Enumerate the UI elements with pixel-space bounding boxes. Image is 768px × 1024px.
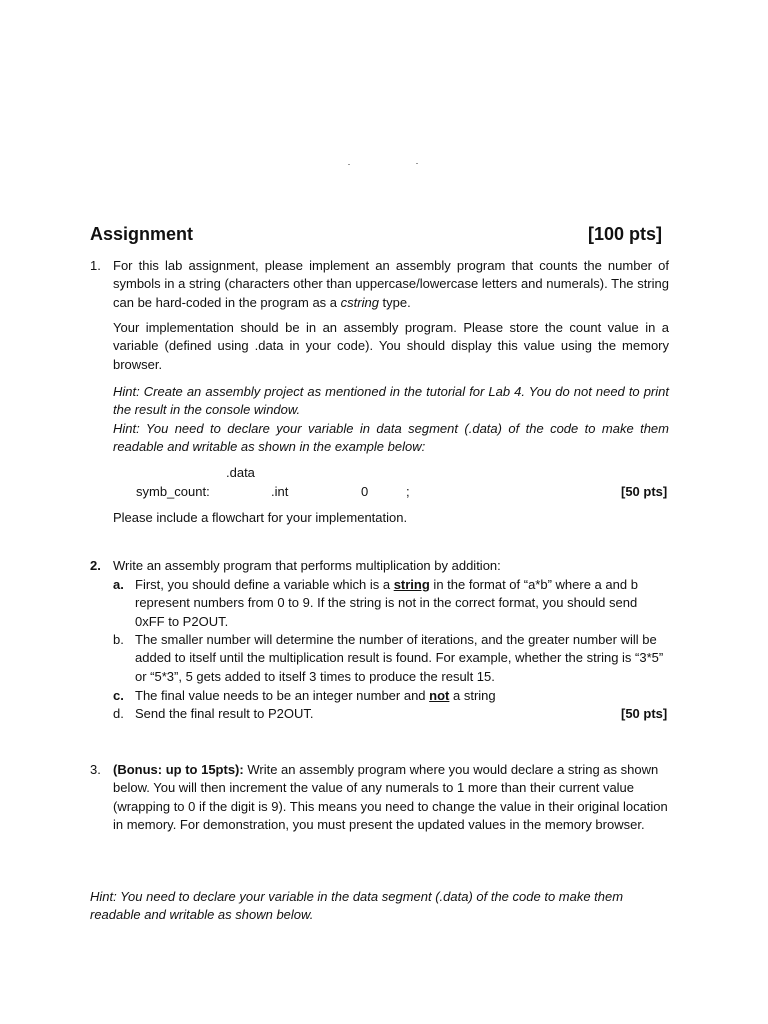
scan-speck [348,164,350,165]
code-type: .int [271,484,289,499]
q1-text-end: type. [378,294,411,310]
q1-text: For this lab assignment, please implement an assembly program that counts the number of symbols in a string (characters other than uppercase/lowercase letters and numerals). The string can be hard-coded in the program as a [113,258,669,310]
q2-text-c [135,687,669,705]
q1-hint-1: Hint: Create an assembly project as mentioned in the tutorial for Lab 4. You do not need to print the result in the console window. [113,384,669,418]
question-number: 1. [90,258,101,273]
code-value: 0 [361,484,369,499]
q3-description: Write an assembly program where you would declare a string as shown below. You will then increment the value of any numerals to 1 more than their current value (wrapping to 0 if the digit is 9). This means you need to change the value in their original location in memory. For demonstration, you must present the updated values in the memory browser. [113,762,668,833]
q2-label-d: d. [113,706,124,721]
q1-flowchart-note: Please include a flowchart for your implementation. [113,510,408,525]
q2-points: [50 pts] [621,706,668,721]
q2-a-string: string [393,577,430,592]
heading-points: [100 pts] [587,224,662,244]
q2-a-part: First, you should define a variable which is a [135,577,394,592]
q3-bonus-label: (Bonus: up to 15pts): [113,762,244,777]
q2-c-not: not [429,688,450,703]
q3-hint: Hint: You need to declare your variable in the data segment (.data) of the code to make them readable and writable as shown below. [90,889,624,923]
q2-c-part: The final value needs to be an integer number and [135,688,430,703]
q1-hint-2: Hint: You need to declare your variable in data segment (.data) of the code to make them readable and writable as shown in the example below: [113,421,669,455]
heading-title: Assignment [90,224,194,244]
code-variable-name: symb_count: [136,484,210,499]
q1-points: [50 pts] [621,484,668,499]
q2-c-rest: a string [449,688,496,703]
q2-text-d: Send the final result to P2OUT. [135,706,314,721]
assignment-heading [90,224,662,245]
q2-label-a: a. [113,577,124,592]
code-semicolon: ; [406,484,410,499]
q2-text-a [135,576,669,631]
q2-label-c: c. [113,688,124,703]
q2-a-rest: in the format of “a*b” where a and b represent numbers from 0 to 9. If the string is not in the correct format, you should send 0xFF to P2OUT. [135,577,638,629]
q2-intro: Write an assembly program that performs multiplication by addition: [113,558,501,573]
question-number: 2. [90,558,101,573]
question-number: 3. [90,762,101,777]
q2-label-b: b. [113,632,124,647]
q1-paragraph-2: Your implementation should be in an assembly program. Please store the count value in a variable (defined using .data in your code). You should display this value using the memory browser. [113,320,669,372]
scan-speck [416,163,418,164]
q3-text [113,761,669,835]
q2-text-b: The smaller number will determine the number of iterations, and the greater number will be added to itself until the multiplication result is found. For example, whether the string is “3*5” or “5*3”, 5 gets added to itself 3 times to produce the result 15. [135,632,664,684]
q1-cstring: cstring [340,294,379,310]
code-data-directive: .data [226,465,255,480]
q1-paragraph-1 [113,257,669,312]
